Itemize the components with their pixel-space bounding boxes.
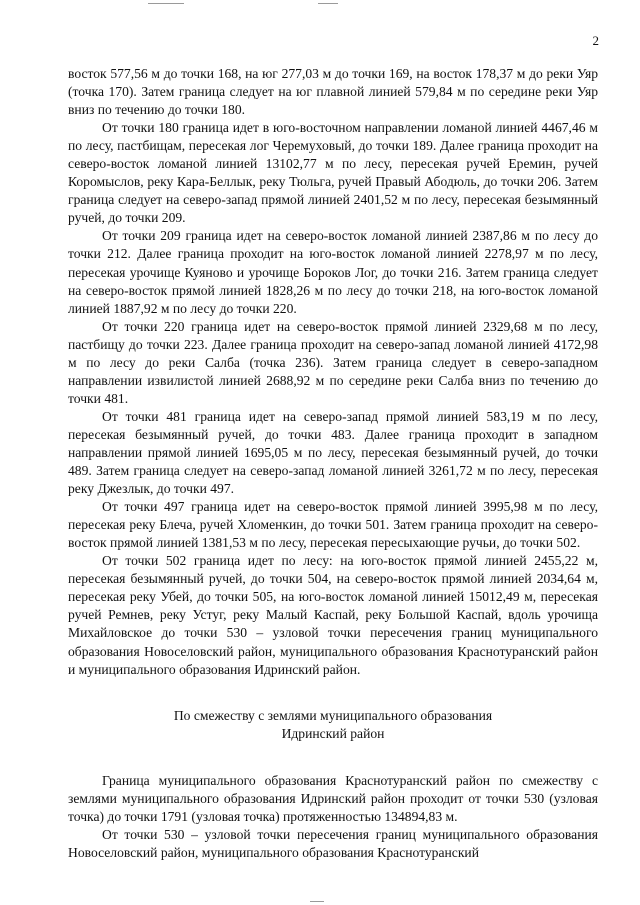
paragraph-7: От точки 502 граница идет по лесу: на юго-восток прямой линией 2455,22 м, пересекая безымянный ручей, до точки 504, на северо-восток прямой линией 2034,64 м, пересекая реку Убей, до точки 505, на юго-восток ломаной линией 15012,49 м, пересекая ручей Ремнев, реку Устуг, реку Малый Каспай, реку Большой Каспай, вдоль урочища Михайловское до точки 530 – узловой точки пересечения границ муниципального образования Новоселовский район, муниципального образования Краснотуранский район и муниципального образования Идринский район.	[68, 553, 598, 677]
paragraph-9: От точки 530 – узловой точки пересечения границ муниципального образования Новоселовский район, муниципального образования Краснотуранский	[68, 826, 598, 860]
paragraph-6: От точки 497 граница идет на северо-восток прямой линией 3995,98 м по лесу, пересекая реку Блеча, ручей Хломенкин, до точки 501. Затем граница проходит на северо-восток прямой линией 1381,53 м по лесу, пересекая пересыхающие ручьи, до точки 502.	[68, 499, 598, 551]
paragraph-4: От точки 220 граница идет на северо-восток прямой линией 2329,68 м по лесу, пастбищу до точки 223. Далее граница проходит на северо-запад ломаной линией 4172,98 м по лесу до реки Салба (точка 236). Затем граница следует в северо-западном направлении извилистой линией 2688,92 м по середине реки Салба вниз по течению до точки 481.	[68, 318, 598, 406]
scan-mark-top-left	[148, 3, 184, 4]
section-heading	[68, 707, 598, 743]
paragraph-2: От точки 180 граница идет в юго-восточном направлении ломаной линией 4467,46 м по лесу, пастбищам, пересекая лог Черемуховый, до точки 189. Далее граница проходит на северо-восток ломаной линией 13102,77 м по лесу, пересекая ручей Еремин, ручей Коромыслов, реку Кара-Беллык, реку Тюльга, ручей Правый Абодюль, до точки 206. Затем граница следует на северо-запад прямой линией 2401,52 м по лесу, пересекая безымянный ручей, до точки 209.	[68, 120, 598, 226]
paragraph-3: От точки 209 граница идет на северо-восток ломаной линией 2387,86 м по лесу до точки 212. Далее граница проходит на юго-восток ломаной линией 2278,97 м по лесу, пересекая урочище Куяново и урочище Бороков Лог, до точки 216. Затем граница следует на северо-восток прямой линией 1828,26 м по лесу до точки 218, на юго-восток ломаной линией 1887,92 м по лесу до точки 220.	[68, 228, 598, 316]
paragraph-1: восток 577,56 м до точки 168, на юг 277,03 м до точки 169, на восток 178,37 м до реки Уяр (точка 170). Затем граница следует на юг плавной линией 579,84 м по середине реки Уяр вниз по течению до точки 180.	[68, 66, 598, 118]
paragraph-5: От точки 481 граница идет на северо-запад прямой линией 583,19 м по лесу, пересекая безымянный ручей, до точки 483. Далее граница проходит в западном направлении прямой линией 1695,05 м по лесу, пересекая безымянный ручей, до точки 489. Затем граница следует на северо-запад ломаной линией 3261,72 м по лесу, пересекая реку Джезлык, до точки 497.	[68, 408, 598, 497]
document-body	[68, 65, 598, 862]
scan-mark-bottom	[310, 901, 324, 902]
scan-mark-top-right	[318, 3, 338, 4]
page-number: 2	[592, 33, 599, 48]
section-heading-line-1: По смежеству с землями муниципального образования	[173, 707, 493, 723]
section-heading-line-2: Идринский район	[281, 725, 385, 741]
paragraph-8: Граница муниципального образования Краснотуранский район по смежеству с землями муниципального образования Идринский район проходит от точки 530 (узловая точка) до точки 1791 (узловая точка) протяженностью 134894,83 м.	[68, 772, 598, 824]
